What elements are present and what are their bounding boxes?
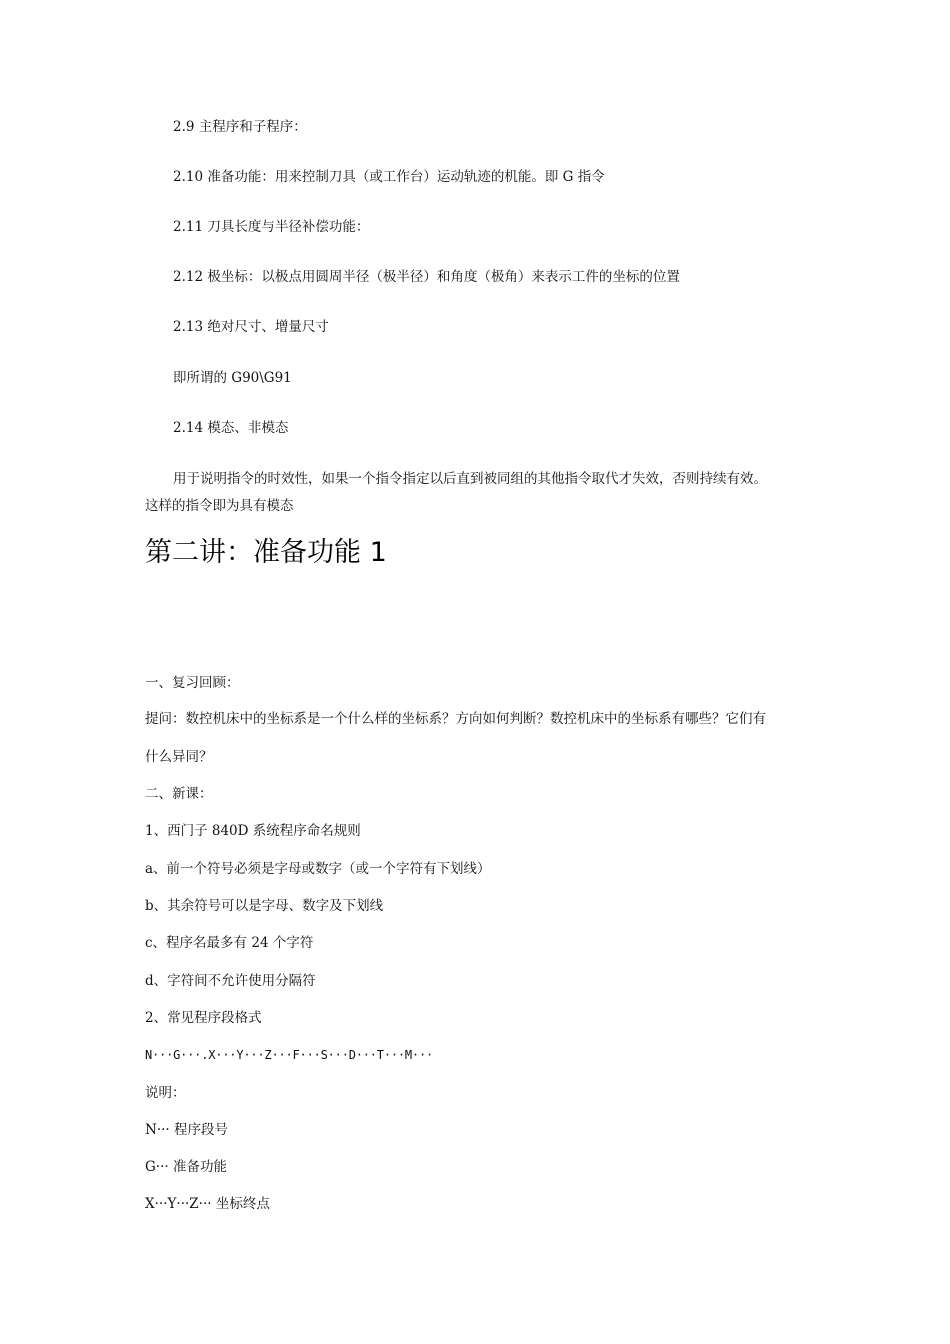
question-line-2: 什么异同？ [145, 749, 213, 765]
naming-rule-b: b、其余符号可以是字母、数字及下划线 [145, 898, 384, 914]
item-2-9: 2.9 主程序和子程序： [173, 119, 307, 135]
block-format-heading: 2、常见程序段格式 [145, 1010, 262, 1026]
modal-paragraph-line-1: 用于说明指令的时效性，如果一个指令指定以后直到被同组的其他指令取代才失效，否则持续有效。 [173, 471, 767, 487]
explain-g: G··· 准备功能 [145, 1159, 227, 1175]
naming-rule-a: a、前一个符号必须是字母或数字（或一个字符有下划线） [145, 861, 491, 877]
item-2-10: 2.10 准备功能：用来控制刀具（或工作台）运动轨迹的机能。即 G 指令 [173, 169, 605, 185]
explain-heading: 说明： [145, 1085, 186, 1101]
block-format-example: N···G···.X···Y···Z···F···S···D···T···M··· [145, 1048, 434, 1062]
explain-n: N··· 程序段号 [145, 1122, 228, 1138]
item-2-13-note: 即所谓的 G90\G91 [173, 370, 292, 386]
new-lesson-heading: 二、新课： [145, 786, 213, 802]
item-2-14: 2.14 模态、非模态 [173, 420, 289, 436]
item-2-11: 2.11 刀具长度与半径补偿功能： [173, 219, 370, 235]
item-2-12: 2.12 极坐标：以极点用圆周半径（极半径）和角度（极角）来表示工件的坐标的位置 [173, 269, 680, 285]
naming-rule-d: d、字符间不允许使用分隔符 [145, 973, 316, 989]
item-2-13: 2.13 绝对尺寸、增量尺寸 [173, 319, 329, 335]
question-line-1: 提问：数控机床中的坐标系是一个什么样的坐标系？方向如何判断？数控机床中的坐标系有哪些？它们有 [145, 711, 766, 727]
review-heading: 一、复习回顾： [145, 675, 240, 691]
explain-xyz: X···Y···Z··· 坐标终点 [145, 1196, 270, 1212]
naming-rule-heading: 1、西门子 840D 系统程序命名规则 [145, 823, 361, 839]
lecture-title: 第二讲：准备功能 1 [145, 537, 387, 568]
modal-paragraph-line-2: 这样的指令即为具有模态 [145, 498, 294, 514]
naming-rule-c: c、程序名最多有 24 个字符 [145, 935, 314, 951]
